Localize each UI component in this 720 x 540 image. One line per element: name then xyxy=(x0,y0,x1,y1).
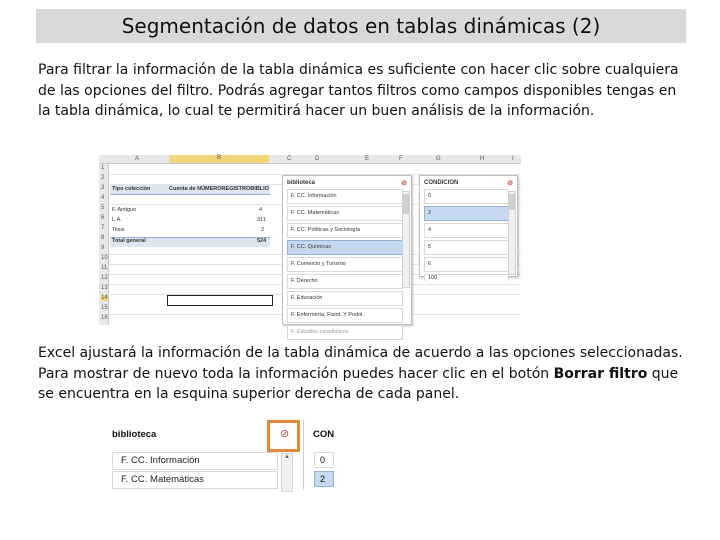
slicer-header xyxy=(283,176,411,189)
pivot-row-label: L.A. xyxy=(112,217,122,223)
pivot-total-label: Total general xyxy=(112,238,146,244)
slicer-item[interactable]: 0 xyxy=(314,452,334,468)
col-header: I xyxy=(512,156,514,162)
slicer-item[interactable]: F. CC. Información xyxy=(287,189,403,204)
slicer-condicion[interactable] xyxy=(419,175,518,281)
row-header: 6 xyxy=(101,215,105,221)
pivot-header-value: Cuenta de NÚMEROREGISTROBIBLIO xyxy=(169,186,269,192)
pivot-row-value: 311 xyxy=(257,217,266,223)
slicer-item[interactable]: F. Educación xyxy=(287,291,403,306)
selected-cell[interactable] xyxy=(167,295,273,306)
pivot-row-label: Tesis xyxy=(112,227,125,233)
slicer-title: biblioteca xyxy=(112,429,157,440)
col-header: H xyxy=(480,156,485,162)
row-header: 4 xyxy=(101,195,105,201)
col-header: G xyxy=(436,156,441,162)
slicer-biblioteca[interactable] xyxy=(282,175,412,335)
slicer-item[interactable]: 5 xyxy=(424,240,509,255)
col-header: A xyxy=(135,156,140,162)
scroll-up-icon[interactable]: ▲ xyxy=(284,454,290,460)
intro-paragraph: Para filtrar la información de la tabla dinámica es suficiente con hacer clic sobre cualquiera de las opciones del filtro. Podrás agregar tantos filtros como campos disponibles tengas en la tabla dinámica, lo cual te permitirá hacer un buen análisis de la información. xyxy=(38,62,679,119)
slicer-item[interactable]: 2 xyxy=(314,471,334,487)
col-header: E xyxy=(365,156,370,162)
pivot-total-value: 524 xyxy=(257,238,267,244)
excel-screenshot xyxy=(99,155,521,335)
row-header: 16 xyxy=(101,315,108,321)
row-header: 12 xyxy=(101,275,108,281)
pivot-row-label: F. Antiguo xyxy=(112,207,137,213)
slicer-item[interactable]: 4 xyxy=(424,223,509,238)
slicer-item[interactable]: F. Estudios estadísticos xyxy=(287,325,403,340)
row-header: 1 xyxy=(101,165,105,171)
row-header: 15 xyxy=(101,305,108,311)
slicer-item[interactable]: F. CC. Matemáticas xyxy=(112,471,278,489)
row-header: 7 xyxy=(101,225,105,231)
row-header: 2 xyxy=(101,175,105,181)
slicer-item[interactable]: F. CC. Políticas y Sociología xyxy=(287,223,403,238)
explanation-paragraph xyxy=(38,343,693,405)
column-headers xyxy=(99,155,521,164)
slicer-scrollbar[interactable] xyxy=(402,191,410,288)
slicer-item[interactable]: F. CC. Químicas xyxy=(287,240,403,255)
slide-title: Segmentación de datos en tablas dinámicas (2) xyxy=(121,14,601,38)
slicer-item[interactable]: F. CC. Matemáticas xyxy=(287,206,403,221)
clear-filter-icon[interactable]: ⊘ xyxy=(507,179,513,187)
row-header: 11 xyxy=(101,265,108,271)
col-header: F xyxy=(399,156,403,162)
clear-filter-icon[interactable]: ⊘ xyxy=(401,179,407,187)
slicer-item[interactable]: F. Enfermería, Fisiot. Y Podol. xyxy=(287,308,403,323)
slicer-item[interactable]: F. Derecho xyxy=(287,274,403,289)
row-header: 5 xyxy=(101,205,105,211)
slicer-item[interactable]: F. Comercio y Turismo xyxy=(287,257,403,272)
pivot-row-value: 4 xyxy=(259,207,263,213)
paragraph-text: Excel ajustará la información de la tabla dinámica de acuerdo a las opciones seleccionadas. Para mostrar de nuevo toda la información puedes hacer clic en el botón xyxy=(38,345,683,382)
slicer-item[interactable]: 2 xyxy=(424,206,509,221)
row-header: 14 xyxy=(101,295,108,301)
slicer-scrollbar[interactable] xyxy=(508,191,516,275)
row-header: 13 xyxy=(101,285,108,291)
slicer-item[interactable]: 6 xyxy=(424,257,509,272)
row-header: 8 xyxy=(101,235,105,241)
pivot-header-label: Tipo colección xyxy=(112,186,151,192)
row-header: 9 xyxy=(101,245,105,251)
slicer-title: biblioteca xyxy=(287,179,316,186)
highlight-box xyxy=(267,420,300,452)
clear-filter-zoom-screenshot xyxy=(107,420,335,490)
divider xyxy=(303,420,304,490)
row-header: 10 xyxy=(101,255,108,261)
slicer-header xyxy=(420,176,517,189)
paragraph-text: que se encuentra en la esquina superior derecha de cada panel. xyxy=(38,365,679,402)
slicer-title: CON xyxy=(313,429,335,440)
slicer-item[interactable]: F. CC. Información xyxy=(112,452,278,470)
slicer-title: CONDICION xyxy=(424,179,459,186)
slicer-scrollbar[interactable] xyxy=(281,453,293,492)
row-header: 3 xyxy=(101,185,105,191)
col-header: C xyxy=(287,156,292,162)
col-header: B xyxy=(169,155,269,163)
slicer-item[interactable]: 0 xyxy=(424,189,509,204)
slicer-item[interactable]: 100 xyxy=(424,274,509,281)
paragraph-bold-text: Borrar filtro xyxy=(553,365,648,382)
slide-title-bar xyxy=(36,9,686,43)
pivot-row-value: 2 xyxy=(261,227,265,233)
col-header: D xyxy=(315,156,320,162)
row-headers xyxy=(99,164,109,325)
clear-filter-icon[interactable]: ⊘ xyxy=(280,428,290,440)
